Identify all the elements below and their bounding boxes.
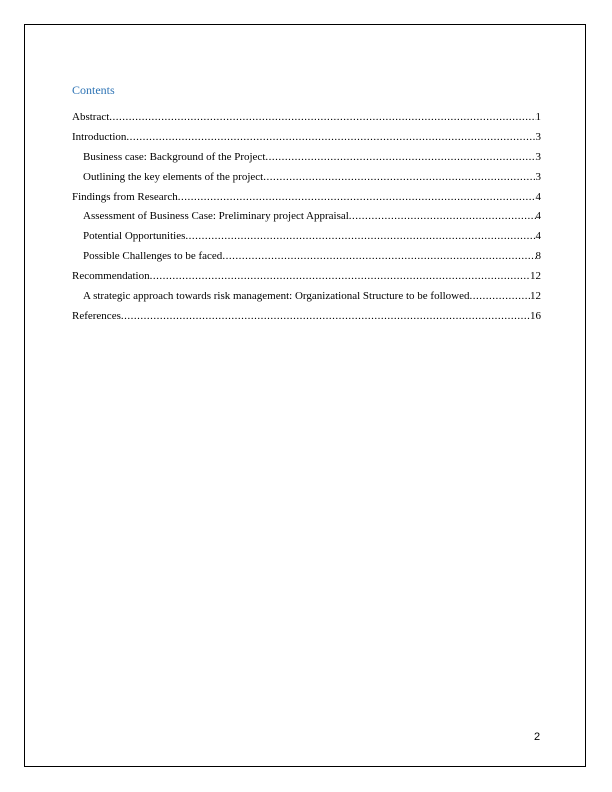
table-of-contents (72, 110, 541, 329)
toc-entry-page: 4 (535, 230, 541, 243)
toc-entry-recommendation[interactable] (72, 269, 541, 289)
toc-entry-abstract[interactable] (72, 110, 541, 130)
toc-entry-page: 4 (535, 190, 541, 203)
toc-entry-title: Findings from Research (72, 190, 178, 203)
toc-entry-title: Possible Challenges to be faced (83, 250, 223, 263)
toc-entry-page: 3 (535, 130, 541, 143)
toc-entry-page: 1 (535, 111, 541, 123)
toc-entry-title: Introduction (72, 130, 127, 143)
toc-dot-leader (109, 110, 535, 124)
toc-heading: Contents (72, 83, 115, 97)
page-number: 2 (534, 731, 541, 743)
toc-entry-page: 12 (530, 270, 541, 283)
toc-entry-risk-management[interactable] (72, 289, 541, 309)
toc-dot-leader (265, 150, 535, 164)
toc-dot-leader (126, 130, 535, 144)
toc-entry-challenges[interactable] (72, 249, 541, 269)
toc-dot-leader (222, 249, 535, 263)
toc-entry-opportunities[interactable] (72, 229, 541, 249)
toc-entry-title: Outlining the key elements of the project (83, 170, 264, 183)
toc-entry-title: Potential Opportunities (83, 230, 186, 243)
toc-entry-page: 4 (535, 210, 541, 223)
toc-dot-leader (185, 229, 535, 243)
toc-dot-leader (150, 269, 530, 283)
toc-entry-page: 16 (530, 309, 541, 322)
toc-entry-page: 3 (535, 170, 541, 183)
toc-entry-title: Recommendation (72, 270, 150, 283)
toc-entry-page: 12 (530, 290, 541, 303)
toc-entry-findings[interactable] (72, 190, 541, 210)
toc-entry-references[interactable] (72, 309, 541, 329)
toc-dot-leader (263, 170, 535, 184)
toc-dot-leader (470, 289, 530, 303)
toc-entry-title: A strategic approach towards risk management: Organizational Structure to be followed (83, 290, 470, 303)
toc-entry-page: 3 (535, 150, 541, 163)
toc-entry-title: Business case: Background of the Project (83, 150, 266, 163)
toc-entry-title: Assessment of Business Case: Preliminary project Appraisal (83, 210, 349, 223)
toc-entry-assessment[interactable] (72, 209, 541, 229)
toc-entry-business-case[interactable] (72, 150, 541, 170)
toc-entry-page: 8 (535, 250, 541, 263)
toc-dot-leader (349, 209, 536, 223)
toc-entry-title: Abstract (72, 111, 110, 123)
toc-entry-key-elements[interactable] (72, 170, 541, 190)
toc-entry-title: References (72, 309, 121, 322)
toc-entry-introduction[interactable] (72, 130, 541, 150)
toc-dot-leader (121, 309, 530, 323)
toc-dot-leader (178, 190, 536, 204)
